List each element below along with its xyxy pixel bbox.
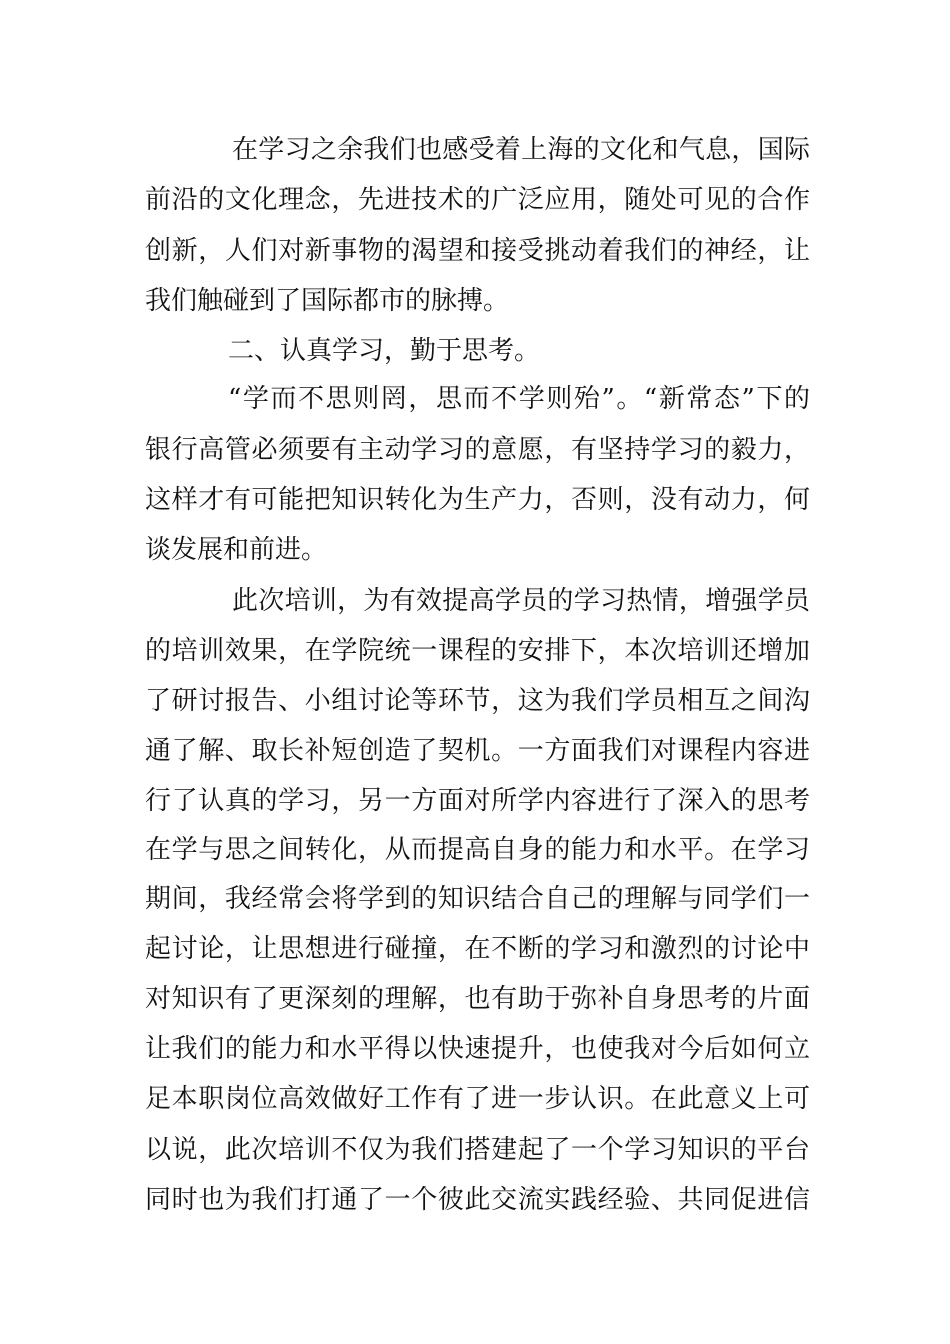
paragraph-3-line-4: 通了解、取长补短创造了契机。一方面我们对课程内容进	[145, 736, 810, 766]
paragraph-1-line-3: 创新，人们对新事物的渴望和接受挑动着我们的神经，让	[145, 236, 810, 266]
paragraph-2-line-1: “学而不思则罔，思而不学则殆”。“新常态”下的	[228, 384, 810, 414]
paragraph-3-line-3: 了研讨报告、小组讨论等环节，这为我们学员相互之间沟	[145, 686, 810, 716]
paragraph-2-line-3: 这样才有可能把知识转化为生产力，否则，没有动力，何	[145, 485, 810, 515]
paragraph-3-line-9: 对知识有了更深刻的理解，也有助于弥补自身思考的片面	[145, 984, 810, 1014]
paragraph-3-line-1: 此次培训，为有效提高学员的学习热情，增强学员	[232, 586, 810, 616]
paragraph-1-line-2: 前沿的文化理念，先进技术的广泛应用，随处可见的合作	[145, 185, 810, 215]
section-heading: 二、认真学习，勤于思考。	[228, 336, 541, 366]
paragraph-3-line-11: 足本职岗位高效做好工作有了进一步认识。在此意义上可	[145, 1084, 810, 1114]
paragraph-3-line-6: 在学与思之间转化，从而提高自身的能力和水平。在学习	[145, 835, 810, 865]
paragraph-1-line-1: 在学习之余我们也感受着上海的文化和气息，国际	[232, 135, 810, 165]
paragraph-3-line-13: 同时也为我们打通了一个彼此交流实践经验、共同促进信	[145, 1185, 810, 1215]
paragraph-2-line-2: 银行高管必须要有主动学习的意愿，有坚持学习的毅力，	[145, 435, 810, 465]
paragraph-3-line-12: 以说，此次培训不仅为我们搭建起了一个学习知识的平台	[145, 1135, 810, 1165]
paragraph-3-line-7: 期间，我经常会将学到的知识结合自己的理解与同学们一	[145, 884, 810, 914]
paragraph-3-line-2: 的培训效果，在学院统一课程的安排下，本次培训还增加	[145, 636, 810, 666]
paragraph-1-line-4: 我们触碰到了国际都市的脉搏。	[145, 286, 510, 316]
paragraph-3-line-8: 起讨论，让思想进行碰撞，在不断的学习和激烈的讨论中	[145, 934, 810, 964]
paragraph-2-line-4: 谈发展和前进。	[145, 535, 328, 565]
paragraph-3-line-10: 让我们的能力和水平得以快速提升，也使我对今后如何立	[145, 1034, 810, 1064]
paragraph-3-line-5: 行了认真的学习，另一方面对所学内容进行了深入的思考	[145, 786, 810, 816]
